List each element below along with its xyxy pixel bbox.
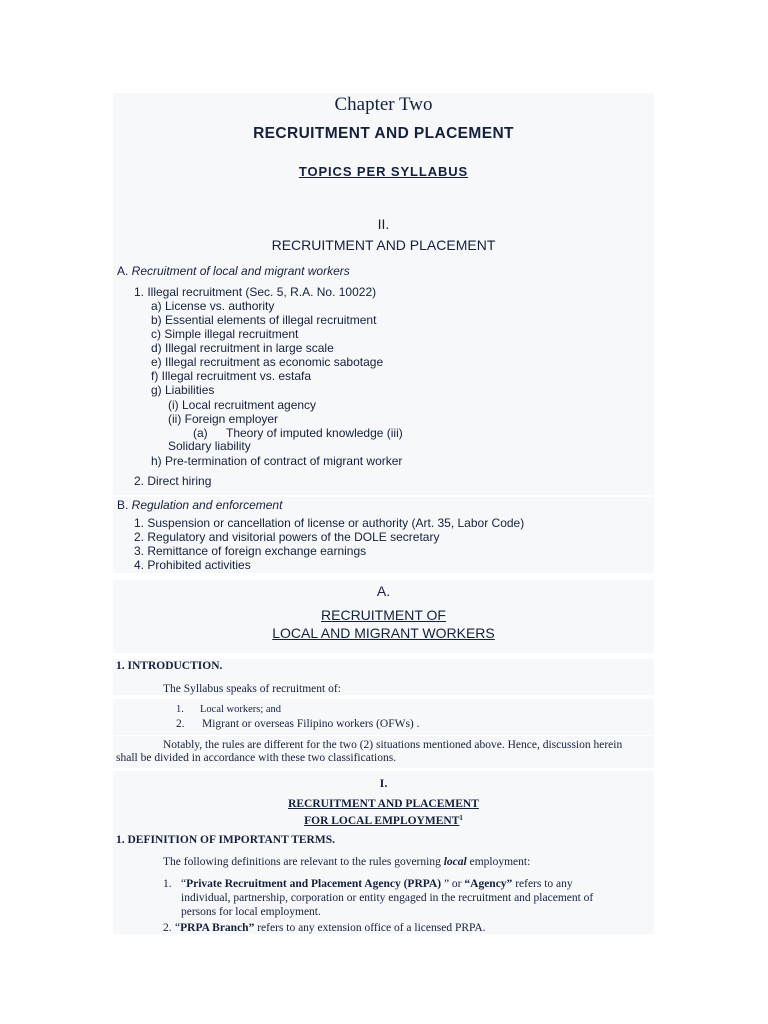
section-a-item: 1. Illegal recruitment (Sec. 5, R.A. No. 10022) [134,285,377,299]
part-i-heading-line1: RECRUITMENT AND PLACEMENT [288,798,479,810]
section-b-heading: B. Regulation and enforcement [117,498,283,512]
section-a-item: h) Pre-termination of contract of migrant worker [151,454,403,468]
introduction-paragraph-line: Notably, the rules are different for the two (2) situations mentioned above. Hence, discussion herein [163,739,623,751]
section-a-subsubitem-marker: (a) [193,426,208,440]
section-a-subitem: (i) Local recruitment agency [168,398,317,412]
topics-heading: TOPICS PER SYLLABUS [298,164,469,179]
section-a-item: 2. Direct hiring [134,474,212,488]
section-b-item: 2. Regulatory and visitorial powers of the DOLE secretary [134,530,440,544]
section-a-item: c) Simple illegal recruitment [151,327,299,341]
section-a-subsubitem: Theory of imputed knowledge (iii) [226,426,403,440]
definition-line: “PRPA Branch” refers to any extension office of a licensed PRPA. [175,922,486,934]
section-b-item: 1. Suspension or cancellation of license or authority (Art. 35, Labor Code) [134,516,525,530]
section-a-item: d) Illegal recruitment in large scale [151,341,334,355]
section-a-subitem: (ii) Foreign employer [168,412,279,426]
definition-number: 1. [163,878,172,890]
section-a-item: f) Illegal recruitment vs. estafa [151,369,312,383]
definition-line: persons for local employment. [181,906,321,918]
syllabus-numeral: II. [377,216,390,232]
part-a-heading-line1: RECRUITMENT OF [321,607,446,623]
definition-line: “Private Recruitment and Placement Agency (PRPA) ” or “Agency” refers to any [181,878,573,890]
definition-number: 2. [163,922,172,934]
introduction-list-item: Migrant or overseas Filipino workers (OFWs) . [202,718,420,730]
section-a-subitem: Solidary liability [168,439,251,453]
introduction-lead: The Syllabus speaks of recruitment of: [163,683,341,695]
definitions-lead: The following definitions are relevant to the rules governing local employment: [163,856,531,868]
introduction-list-item: Local workers; and [200,704,282,715]
introduction-heading: 1. INTRODUCTION. [116,660,223,672]
section-b-item: 4. Prohibited activities [134,558,251,572]
part-a-letter: A. [376,583,391,599]
part-i-heading-line2: FOR LOCAL EMPLOYMENT$^1$ [304,814,463,827]
section-a-item: e) Illegal recruitment as economic sabotage [151,355,384,369]
introduction-paragraph-line: shall be divided in accordance with these two classifications. [116,752,397,764]
section-a-heading: A. Recruitment of local and migrant workers [117,264,350,278]
footnote-marker: 1 [459,814,463,822]
definition-line: individual, partnership, corporation or entity engaged in the recruitment and placement of [181,892,594,904]
section-a-item: b) Essential elements of illegal recruitment [151,313,377,327]
part-a-heading-line2: LOCAL AND MIGRANT WORKERS [272,625,495,641]
syllabus-heading: RECRUITMENT AND PLACEMENT [271,237,496,253]
introduction-list-num: 2. [176,718,185,730]
chapter-subtitle: RECRUITMENT AND PLACEMENT [253,125,514,142]
chapter-title: Chapter Two [334,94,433,115]
section-b-item: 3. Remittance of foreign exchange earnings [134,544,367,558]
section-a-item: a) License vs. authority [151,299,275,313]
section-a-item: g) Liabilities [151,383,215,397]
part-i-numeral: I. [379,776,388,790]
introduction-list-num: 1. [176,704,184,715]
definitions-heading: 1. DEFINITION OF IMPORTANT TERMS. [116,834,335,846]
